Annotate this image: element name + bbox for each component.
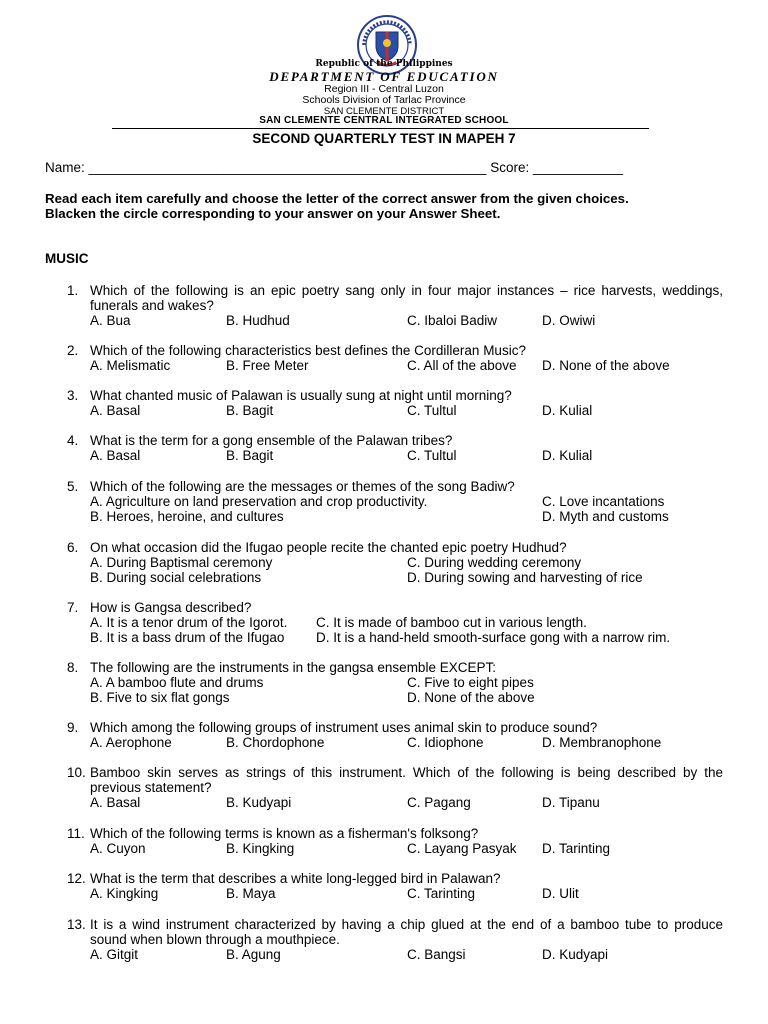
answer-option[interactable]: D. It is a hand-held smooth-surface gong with a narrow rim. (316, 630, 671, 645)
question-item (67, 765, 723, 810)
answer-option[interactable]: B. During social celebrations (90, 570, 262, 585)
answer-option[interactable]: C. Layang Pasyak (407, 841, 517, 856)
question-text: Which among the following groups of instrument uses animal skin to produce sound? (90, 720, 598, 735)
division-line: Schools Division of Tarlac Province (302, 94, 466, 106)
question-item (67, 433, 723, 463)
answer-option[interactable]: D. None of the above (542, 358, 670, 373)
answer-option[interactable]: A. Bua (90, 313, 131, 328)
question-number: 11. (67, 826, 85, 841)
answer-option[interactable]: B. Maya (226, 886, 276, 901)
question-text: Bamboo skin serves as strings of this instrument. Which of the following is being described by the previous statement? (90, 765, 723, 795)
answer-option[interactable]: B. Hudhud (226, 313, 290, 328)
answer-option[interactable]: B. Bagit (226, 403, 274, 418)
answer-option[interactable]: A. Basal (90, 448, 141, 463)
question-stem (67, 388, 723, 403)
answer-option[interactable]: D. Owiwi (542, 313, 596, 328)
instruction-line-2: Blacken the circle corresponding to your answer on your Answer Sheet. (45, 206, 501, 221)
answer-option[interactable]: D. Membranophone (542, 735, 662, 750)
answer-option[interactable]: A. Aerophone (90, 735, 172, 750)
question-text: Which of the following characteristics best defines the Cordilleran Music? (90, 343, 526, 358)
answer-option[interactable]: B. Free Meter (226, 358, 309, 373)
answer-option[interactable]: A. Basal (90, 795, 141, 810)
answer-option[interactable]: D. Tipanu (542, 795, 600, 810)
answer-option[interactable]: C. Pagang (407, 795, 471, 810)
answer-option[interactable]: C. Five to eight pipes (407, 675, 534, 690)
answer-option[interactable]: D. Kudyapi (542, 947, 609, 962)
section-heading-music: MUSIC (45, 251, 89, 266)
question-item (67, 283, 723, 328)
question-stem (67, 343, 723, 358)
answer-option[interactable]: C. All of the above (407, 358, 517, 373)
answer-option[interactable]: D. Tarinting (542, 841, 611, 856)
answer-option[interactable]: D. Ulit (542, 886, 579, 901)
question-item (67, 479, 723, 524)
question-text: Which of the following terms is known as a fisherman's folksong? (90, 826, 479, 841)
question-item (67, 540, 723, 585)
question-text: It is a wind instrument characterized by having a chip glued at the end of a bamboo tube to produce sound when blown through a mouthpiece. (90, 917, 723, 947)
answer-option[interactable]: B. Chordophone (226, 735, 325, 750)
question-stem (67, 283, 723, 313)
question-text: What is the term for a gong ensemble of the Palawan tribes? (90, 433, 453, 448)
question-stem (67, 479, 723, 494)
answer-option[interactable]: D. During sowing and harvesting of rice (407, 570, 643, 585)
answer-option[interactable]: A. During Baptismal ceremony (90, 555, 273, 570)
question-stem (67, 917, 723, 947)
question-stem (67, 826, 723, 841)
answer-option[interactable]: A. Melismatic (90, 358, 171, 373)
answer-option[interactable]: A. Kingking (90, 886, 159, 901)
school-line: SAN CLEMENTE CENTRAL INTEGRATED SCHOOL (259, 115, 509, 126)
question-text: What chanted music of Palawan is usually sung at night until morning? (90, 388, 512, 403)
question-number: 5. (67, 479, 79, 494)
answer-option[interactable]: A. A bamboo flute and drums (90, 675, 264, 690)
question-number: 4. (67, 433, 79, 448)
question-stem (67, 871, 723, 886)
question-text: On what occasion did the Ifugao people recite the chanted epic poetry Hudhud? (90, 540, 567, 555)
question-number: 6. (67, 540, 79, 555)
answer-option[interactable]: C. During wedding ceremony (407, 555, 582, 570)
answer-option[interactable]: C. Tultul (407, 448, 457, 463)
question-item (67, 720, 723, 750)
question-item (67, 871, 723, 901)
test-title: SECOND QUARTERLY TEST IN MAPEH 7 (252, 131, 516, 146)
question-stem (67, 660, 723, 675)
answer-option[interactable]: B. Heroes, heroine, and cultures (90, 509, 284, 524)
answer-option[interactable]: B. It is a bass drum of the Ifugao (90, 630, 285, 645)
instruction-line-1: Read each item carefully and choose the letter of the correct answer from the given choices. (45, 191, 629, 206)
header-divider (112, 128, 649, 129)
question-text: How is Gangsa described? (90, 600, 252, 615)
question-number: 10. (67, 765, 86, 780)
answer-option[interactable]: C. It is made of bamboo cut in various length. (316, 615, 587, 630)
question-text: Which of the following is an epic poetry sang only in four major instances – rice harvests, weddings, funerals and wakes? (90, 283, 723, 313)
question-number: 13. (67, 917, 86, 932)
region-line: Region III - Central Luzon (324, 83, 444, 95)
question-number: 3. (67, 388, 79, 403)
answer-option[interactable]: A. It is a tenor drum of the Igorot. (90, 615, 288, 630)
answer-option[interactable]: D. Kulial (542, 448, 593, 463)
question-text: What is the term that describes a white long-legged bird in Palawan? (90, 871, 501, 886)
question-number: 12. (67, 871, 86, 886)
question-item (67, 343, 723, 373)
answer-option[interactable]: D. None of the above (407, 690, 535, 705)
question-item (67, 388, 723, 418)
answer-option[interactable]: A. Gitgit (90, 947, 139, 962)
question-number: 9. (67, 720, 79, 735)
question-number: 2. (67, 343, 79, 358)
answer-option[interactable]: C. Idiophone (407, 735, 484, 750)
answer-option[interactable]: C. Tultul (407, 403, 457, 418)
question-number: 8. (67, 660, 79, 675)
question-item (67, 600, 723, 645)
answer-option[interactable]: B. Kudyapi (226, 795, 292, 810)
department-line: DEPARTMENT OF EDUCATION (269, 69, 499, 84)
answer-option[interactable]: A. Agriculture on land preservation and crop productivity. (90, 494, 428, 509)
question-number: 1. (67, 283, 79, 298)
question-text: The following are the instruments in the gangsa ensemble EXCEPT: (90, 660, 496, 675)
answer-option[interactable]: A. Cuyon (90, 841, 146, 856)
answer-option[interactable]: C. Tarinting (407, 886, 476, 901)
answer-option[interactable]: B. Five to six flat gongs (90, 690, 230, 705)
answer-option[interactable]: D. Kulial (542, 403, 593, 418)
answer-option[interactable]: C. Bangsi (407, 947, 466, 962)
answer-option[interactable]: B. Agung (226, 947, 281, 962)
answer-option[interactable]: B. Kingking (226, 841, 295, 856)
question-stem (67, 540, 723, 555)
answer-option[interactable]: C. Love incantations (542, 494, 665, 509)
question-stem (67, 720, 723, 735)
question-stem (67, 765, 723, 795)
answer-option[interactable]: D. Myth and customs (542, 509, 669, 524)
district-line: SAN CLEMENTE DISTRICT (323, 106, 445, 117)
name-score-line[interactable]: Name: _____________________________________________________ Score: ____________ (45, 160, 624, 175)
question-item (67, 660, 723, 705)
question-item (67, 917, 723, 962)
answer-option[interactable]: A. Basal (90, 403, 141, 418)
question-stem (67, 433, 723, 448)
question-item (67, 826, 723, 856)
answer-option[interactable]: C. Ibaloi Badiw (407, 313, 498, 328)
republic-line: Republic of the Philippines (315, 59, 453, 69)
question-number: 7. (67, 600, 79, 615)
question-stem (67, 600, 723, 615)
answer-option[interactable]: B. Bagit (226, 448, 274, 463)
question-text: Which of the following are the messages or themes of the song Badiw? (90, 479, 515, 494)
